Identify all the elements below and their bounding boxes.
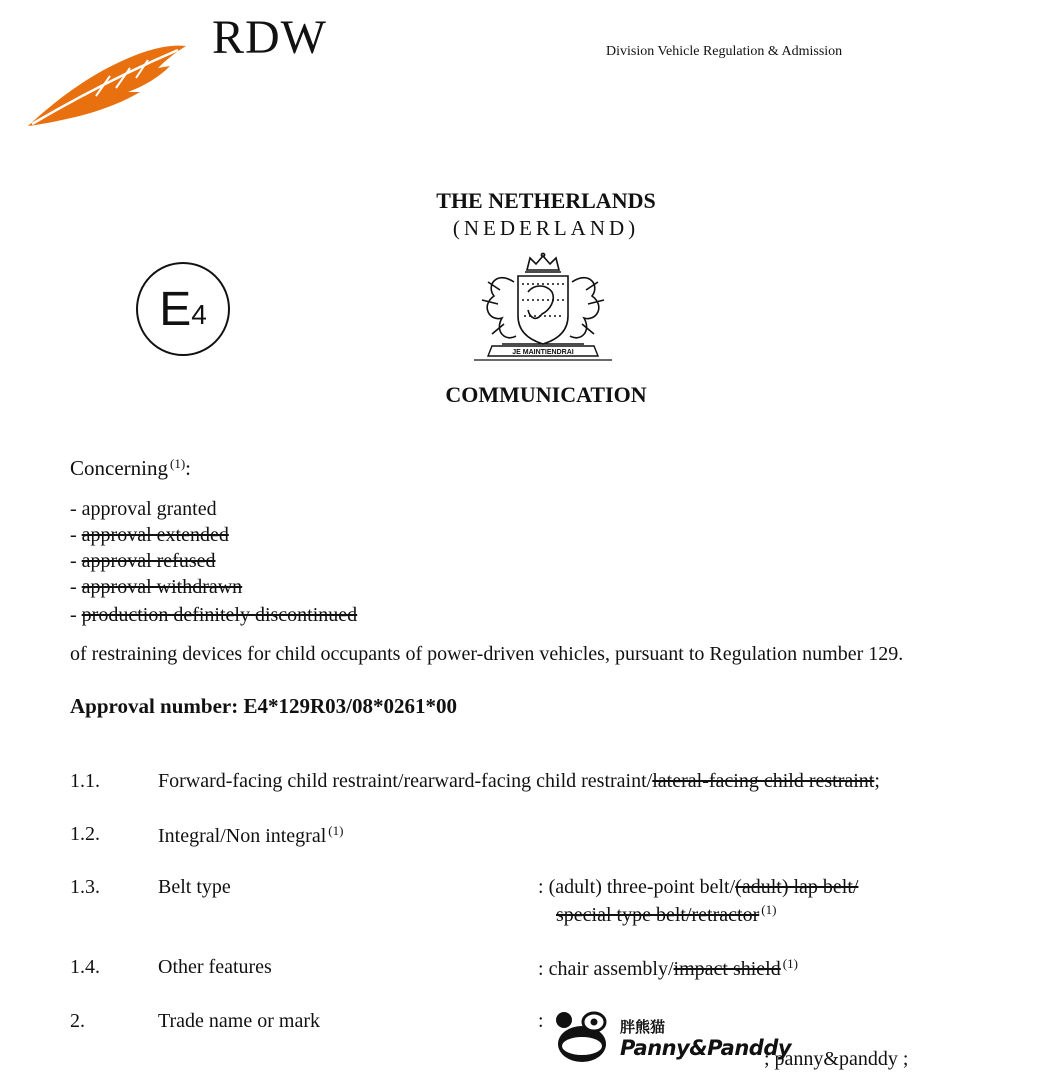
- restraint-direction-text: Forward-facing child restraint/rearward-facing child restraint/: [158, 770, 653, 792]
- other-features-value: [538, 956, 798, 981]
- brand-text: ; panny&panddy ;: [764, 1048, 909, 1070]
- belt-type-struck: (adult) lap belt/: [735, 876, 859, 898]
- footnote-marker: (1): [169, 456, 186, 471]
- option-approval-refused-text: approval refused: [81, 550, 216, 572]
- option-approval-granted: - approval granted: [70, 498, 217, 520]
- item-label-belt-type: Belt type: [158, 876, 231, 898]
- colon: :: [538, 1010, 544, 1032]
- integral-text: Integral/Non integral: [158, 825, 327, 847]
- concerning-label: [70, 456, 191, 481]
- e-mark-letter: E: [159, 282, 192, 336]
- e-mark-badge: [136, 262, 230, 356]
- document-title: COMMUNICATION: [445, 382, 647, 407]
- footnote-marker: (1): [328, 823, 344, 838]
- brand-english-name: Panny&Panddy: [620, 1036, 792, 1060]
- item-number: 1.3.: [70, 876, 100, 898]
- item-number: 1.2.: [70, 823, 100, 845]
- country-local-name: (NEDERLAND): [452, 216, 640, 240]
- concerning-suffix: :: [185, 456, 191, 480]
- restraint-direction-struck: lateral-facing child restraint: [652, 770, 875, 792]
- org-title: RDW: [212, 11, 327, 64]
- restraint-direction-end: ;: [874, 770, 880, 792]
- other-features-text: chair assembly/: [548, 958, 674, 980]
- item-label-other-features: Other features: [158, 956, 272, 978]
- coat-of-arms-icon: [472, 252, 614, 364]
- country-name: THE NETHERLANDS: [436, 188, 656, 213]
- concerning-text: Concerning: [70, 456, 168, 480]
- division-name: Division Vehicle Regulation & Admission: [606, 44, 843, 59]
- option-approval-extended: - approval extended: [70, 524, 229, 546]
- option-approval-refused: - approval refused: [70, 550, 216, 572]
- item-label-restraint-direction: [158, 770, 880, 793]
- other-features-struck: impact shield: [673, 958, 781, 980]
- item-number: 1.4.: [70, 956, 100, 978]
- colon: :: [538, 876, 544, 898]
- orange-feather-icon: [26, 38, 191, 130]
- option-production-discontinued-text: production definitely discontinued: [81, 604, 358, 626]
- belt-type-struck-line2: special type belt/retractor: [556, 904, 760, 926]
- belt-type-value: [538, 876, 858, 899]
- item-label-trade-name: Trade name or mark: [158, 1010, 320, 1032]
- approval-number: Approval number: E4*129R03/08*0261*00: [70, 694, 457, 718]
- panda-logo-icon: [554, 1010, 610, 1064]
- pursuant-text: of restraining devices for child occupants of power-driven vehicles, pursuant to Regulation number 129.: [70, 643, 904, 665]
- option-production-discontinued: - production definitely discontinued: [70, 604, 358, 626]
- item-label-integral: [158, 823, 343, 848]
- option-approval-extended-text: approval extended: [81, 524, 229, 546]
- belt-type-value-line2: [556, 902, 776, 927]
- belt-type-text: (adult) three-point belt/: [548, 876, 736, 898]
- brand-chinese-name: 胖熊猫: [620, 1018, 666, 1036]
- item-number: 2.: [70, 1010, 85, 1032]
- option-approval-withdrawn: - approval withdrawn: [70, 576, 243, 598]
- option-approval-withdrawn-text: approval withdrawn: [81, 576, 243, 598]
- colon: :: [538, 958, 544, 980]
- coat-of-arms-motto: JE MAINTIENDRAI: [512, 349, 574, 356]
- footnote-marker: (1): [782, 956, 798, 971]
- e-mark-number: 4: [191, 299, 207, 330]
- footnote-marker: (1): [761, 902, 777, 917]
- item-number: 1.1.: [70, 770, 100, 792]
